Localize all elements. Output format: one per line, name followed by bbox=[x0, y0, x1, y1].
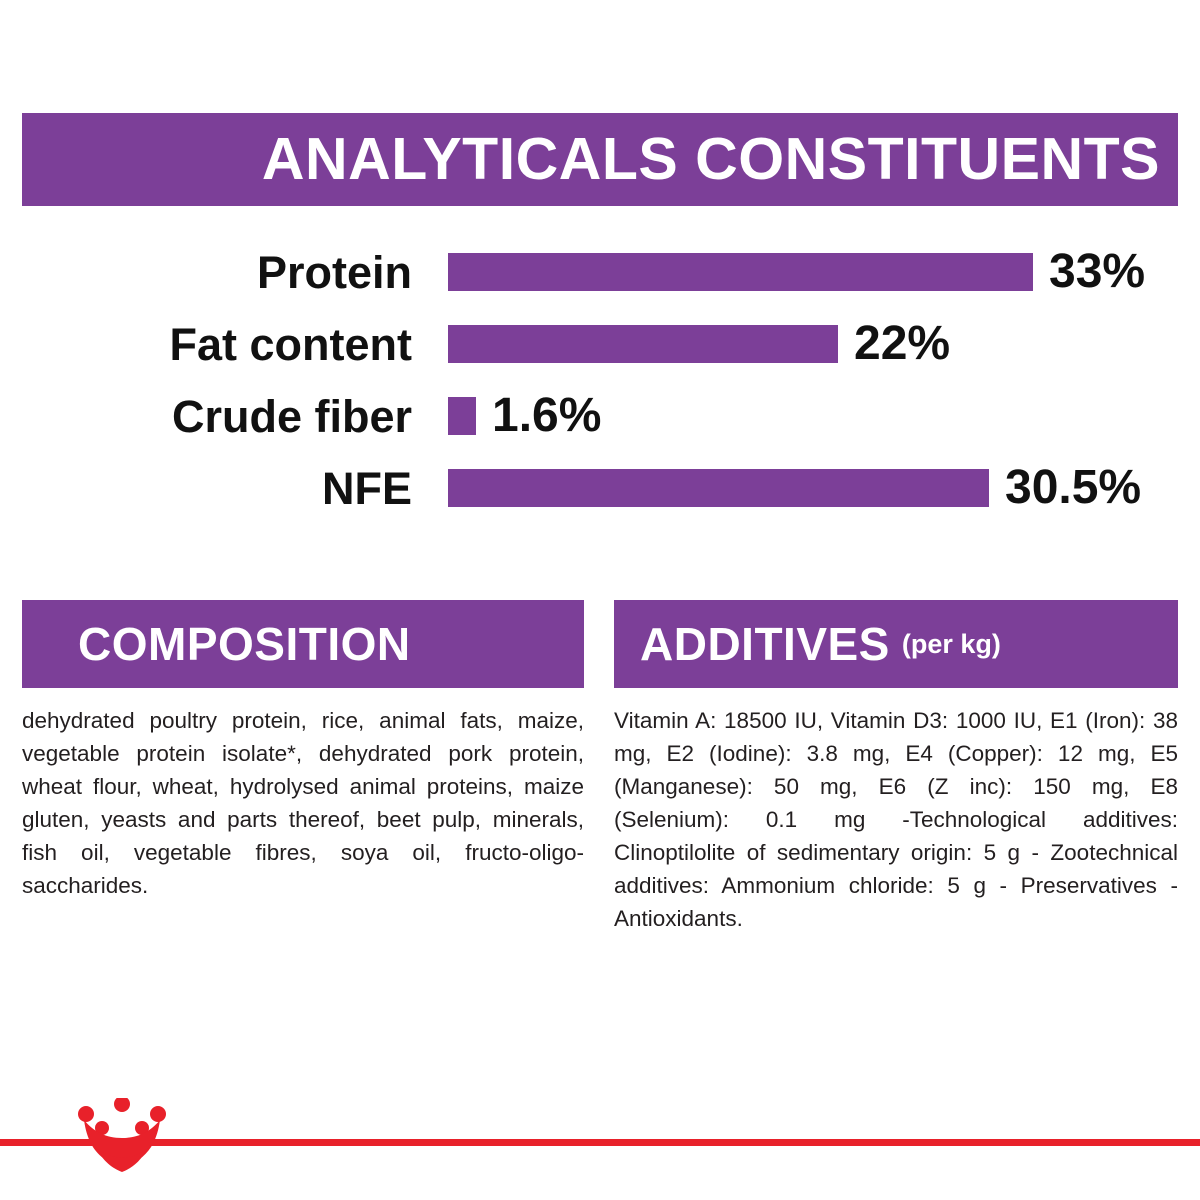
bar-value-protein: 33% bbox=[1049, 245, 1146, 298]
analyticals-bar-chart bbox=[22, 236, 1178, 536]
footer-divider bbox=[0, 1139, 1200, 1146]
bar-value-nfe: 30.5% bbox=[1005, 461, 1142, 514]
additives-unit-note: (per kg) bbox=[901, 628, 1001, 659]
bar-protein bbox=[448, 253, 1033, 291]
composition-block bbox=[22, 600, 584, 902]
bar-nfe bbox=[448, 469, 989, 507]
chart-row bbox=[22, 236, 1178, 308]
additives-block bbox=[614, 600, 1178, 935]
chart-row bbox=[22, 452, 1178, 524]
additives-title: ADDITIVES bbox=[640, 618, 890, 670]
bar-crude-fiber bbox=[448, 397, 476, 435]
chart-row bbox=[22, 308, 1178, 380]
bar-value-crude-fiber: 1.6% bbox=[492, 389, 602, 442]
analyticals-header-banner bbox=[22, 113, 1178, 206]
bar-track bbox=[412, 236, 1178, 308]
composition-text: dehydrated poultry protein, rice, animal fats, maize, vegetable protein isolate*, dehydrated pork protein, wheat flour, wheat, hydrolysed animal proteins, maize gluten, yeasts and parts thereof, beet pulp, minerals, fish oil, vegetable fibres, soya oil, fructo-oligo-saccharides. bbox=[22, 708, 584, 899]
bar-label-nfe: NFE bbox=[322, 462, 412, 514]
additives-header-banner bbox=[614, 600, 1178, 688]
composition-title: COMPOSITION bbox=[78, 618, 411, 670]
bar-track bbox=[412, 452, 1178, 524]
bar-label-fat-content: Fat content bbox=[169, 318, 412, 370]
bar-label-crude-fiber: Crude fiber bbox=[171, 390, 412, 442]
bar-track bbox=[412, 308, 1178, 380]
additives-text: Vitamin A: 18500 IU, Vitamin D3: 1000 IU, E1 (Iron): 38 mg, E2 (Iodine): 3.8 mg, E4 (Copper): 12 mg, E5 (Manganese): 50 mg, E6 (Z inc): 150 mg, E8 (Selenium): 0.1 mg -Technological additives: Clinoptilolite of sedimentary origin: 5 g - Zootechnical additives: Ammonium chloride: 5 g - Preservatives - Antioxidants. bbox=[614, 708, 1178, 932]
chart-row bbox=[22, 380, 1178, 452]
composition-header-banner bbox=[22, 600, 584, 688]
bar-track bbox=[412, 380, 1178, 452]
bar-value-fat-content: 22% bbox=[854, 317, 951, 370]
crown-icon bbox=[76, 1098, 168, 1182]
bar-label-protein: Protein bbox=[256, 246, 412, 298]
bar-fat-content bbox=[448, 325, 838, 363]
page-title: ANALYTICALS CONSTITUENTS bbox=[261, 126, 1160, 192]
